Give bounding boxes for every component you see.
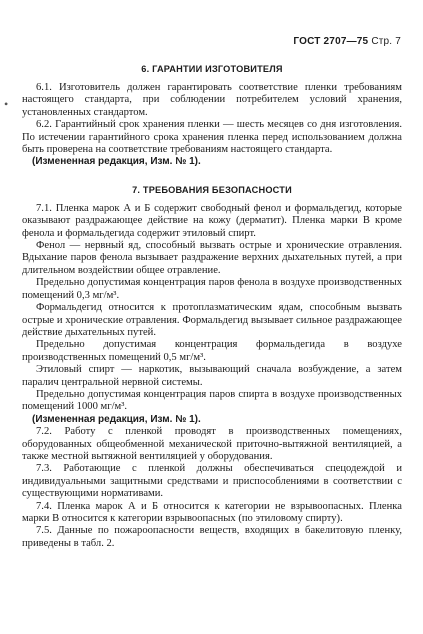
paragraph-7-1: 7.1. Пленка марок А и Б содержит свободный фенол и формальдегид, которые оказывают раздражающее действие на кожу (дерматит). Пленка марки В кроме фенола и формальдегида содержит этиловый спирт.	[22, 202, 402, 239]
page-number: Стр. 7	[371, 36, 401, 47]
section-7-title: 7. ТРЕБОВАНИЯ БЕЗОПАСНОСТИ	[132, 184, 292, 195]
paragraph-formaldehyde-limit: Предельно допустимая концентрация формальдегида в воздухе производственных помещений 0,5 мг/м³.	[22, 339, 402, 363]
margin-mark: •	[4, 97, 9, 111]
paragraph-phenol-limit: Предельно допустимая концентрация паров фенола в воздухе производственных помещений 0,3 мг/м³.	[22, 277, 402, 301]
paragraph-7-2: 7.2. Работу с пленкой проводят в производственных помещениях, оборудованных общеобменной механической приточно-вытяжной вентиляцией, а также местной вытяжной вентиляцией у оборудования.	[22, 426, 402, 462]
page-header	[293, 36, 401, 47]
document-body	[22, 56, 402, 550]
paragraph-6-1: 6.1. Изготовитель должен гарантировать соответствие пленки требованиям настоящего стандарта, при соблюдении потребителем условий хранения, установленных стандартом.	[22, 82, 402, 118]
paragraph-7-5: 7.5. Данные по пожароопасности веществ, входящих в бакелитовую пленку, приведены в табл. 2.	[22, 525, 402, 549]
spacer	[22, 169, 402, 177]
paragraph-formaldehyde: Формальдегид относится к протоплазматическим ядам, способным вызвать острые и хронические отравления. Формальдегид вызывает сильное раздражающее действие дыхательных путей.	[22, 302, 402, 338]
paragraph-7-3: 7.3. Работающие с пленкой должны обеспечиваться спецодеждой и индивидуальными защитными средствами и приспособлениями в соответствии с существующими нормативами.	[22, 463, 402, 500]
paragraph-7-4: 7.4. Пленка марок А и Б относится к категории не взрывоопасных. Пленка марки В относится к категории взрывоопасных (по этиловому спирту).	[22, 500, 402, 524]
amendment-note: (Измененная редакция, Изм. № 1).	[32, 156, 201, 168]
paragraph-6-2: 6.2. Гарантийный срок хранения пленки — шесть месяцев со дня изготовления. По истечении гарантийного срока хранения пленка перед использованием должна быть проверена на соответствие требованиям настоящего стандарта.	[22, 119, 402, 156]
paragraph-phenol: Фенол — нервный яд, способный вызвать острые и хронические отравления. Вдыхание паров фенола вызывает раздражение верхних дыхательных путей, а при длительном воздействии общее отравление.	[22, 240, 402, 276]
paragraph-ethanol: Этиловый спирт — наркотик, вызывающий сначала возбуждение, а затем паралич центральной нервной системы.	[22, 364, 402, 388]
standard-number: ГОСТ 2707—75	[293, 36, 369, 47]
amendment-note: (Измененная редакция, Изм. № 1).	[32, 413, 201, 425]
paragraph-ethanol-limit: Предельно допустимая концентрация паров спирта в воздухе производственных помещений 1000 мг/м³.	[22, 388, 402, 413]
section-6-title: 6. ГАРАНТИИ ИЗГОТОВИТЕЛЯ	[141, 64, 283, 74]
